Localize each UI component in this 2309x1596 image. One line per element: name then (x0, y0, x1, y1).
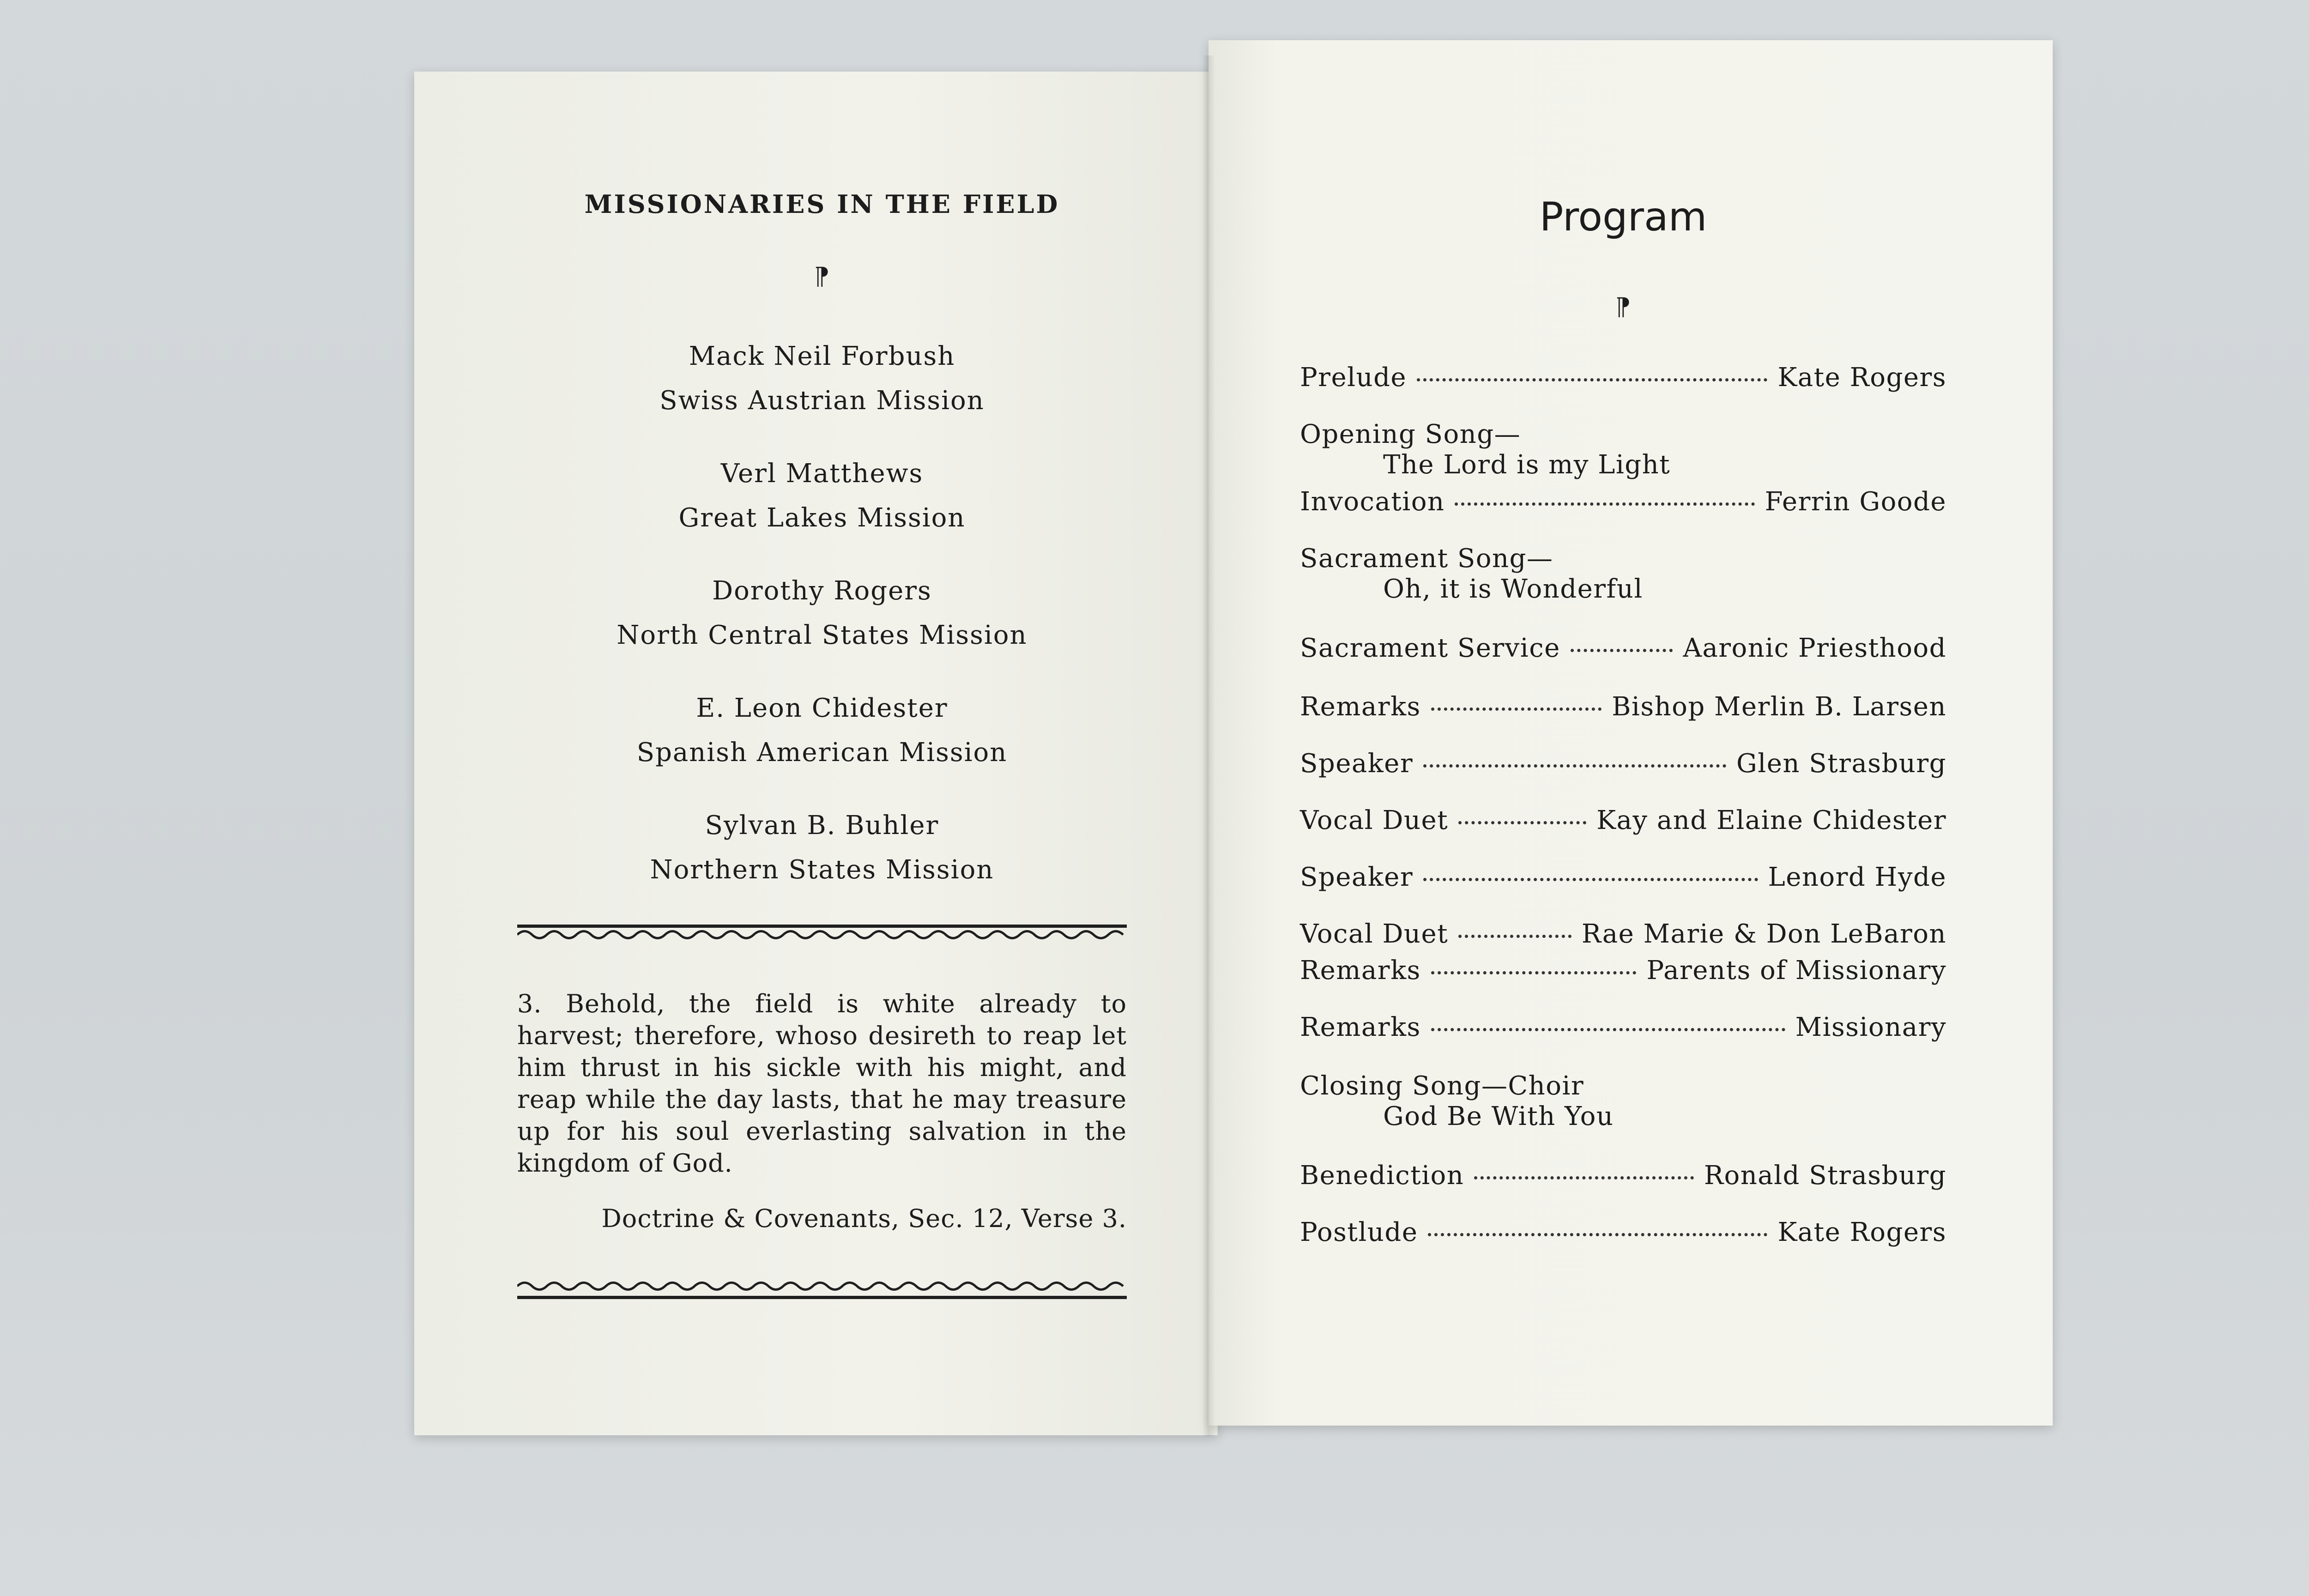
item-label: Remarks (1300, 692, 1421, 722)
program-item (1300, 749, 1946, 779)
missionary-mission: Spanish American Mission (636, 738, 1008, 768)
item-label: Vocal Duet (1300, 919, 1449, 949)
wavy-rule (517, 928, 1127, 942)
missionary-name: Mack Neil Forbush (689, 341, 955, 371)
missionary-entry (517, 804, 1127, 892)
missionary-name: Dorothy Rogers (712, 576, 932, 606)
item-subtitle: God Be With You (1383, 1101, 1614, 1131)
dot-leader (1474, 1176, 1693, 1179)
missionary-entry (517, 452, 1127, 540)
dot-leader (1431, 971, 1637, 974)
missionaries-section (517, 189, 1145, 1299)
item-label: Closing Song—Choir (1300, 1071, 1584, 1101)
dot-leader (1417, 378, 1767, 381)
item-performer: Ferrin Goode (1765, 487, 1946, 517)
item-performer: Rae Marie & Don LeBaron (1581, 919, 1946, 949)
item-label: Sacrament Service (1300, 633, 1560, 663)
item-label: Vocal Duet (1300, 805, 1449, 835)
item-subtitle: The Lord is my Light (1383, 450, 1671, 480)
missionary-name: Sylvan B. Buhler (705, 810, 939, 840)
item-label: Prelude (1300, 363, 1407, 393)
program-item (1300, 544, 1946, 605)
item-performer: Kate Rogers (1777, 363, 1946, 393)
solid-rule (517, 925, 1127, 928)
dot-leader (1458, 935, 1572, 938)
program-item (1300, 805, 1946, 835)
missionary-name: E. Leon Chidester (696, 693, 948, 723)
missionary-mission: North Central States Mission (617, 620, 1028, 650)
missionary-mission: Northern States Mission (650, 855, 994, 885)
item-label: Invocation (1300, 487, 1445, 517)
program-item (1300, 919, 1946, 949)
dot-leader (1431, 707, 1602, 711)
program-item (1300, 1161, 1946, 1191)
program-item (1300, 1071, 1946, 1132)
bottom-divider (517, 1279, 1145, 1299)
missionary-mission: Great Lakes Mission (678, 503, 966, 533)
wavy-rule (517, 1279, 1127, 1293)
program-section (1300, 194, 1946, 1247)
program-item (1300, 1012, 1946, 1042)
missionary-entry (517, 569, 1127, 658)
item-label: Remarks (1300, 955, 1421, 985)
missionary-list (517, 334, 1127, 892)
missionary-name: Verl Matthews (720, 459, 924, 489)
missionary-entry (517, 686, 1127, 775)
missionaries-title: MISSIONARIES IN THE FIELD (584, 189, 1060, 219)
item-subtitle: Oh, it is Wonderful (1383, 574, 1643, 604)
item-performer: Lenord Hyde (1768, 862, 1946, 892)
program-item (1300, 487, 1946, 517)
program-item (1300, 419, 1946, 480)
item-performer: Bishop Merlin B. Larsen (1612, 692, 1946, 722)
ornament-icon: ⁋ (814, 263, 830, 290)
item-label: Sacrament Song— (1300, 544, 1553, 574)
item-performer: Parents of Missionary (1646, 955, 1946, 985)
item-performer: Missionary (1795, 1012, 1946, 1042)
missionary-mission: Swiss Austrian Mission (659, 386, 985, 416)
solid-rule (517, 1296, 1127, 1299)
dot-leader (1458, 821, 1586, 824)
item-label: Postlude (1300, 1217, 1418, 1247)
item-label: Opening Song— (1300, 419, 1521, 449)
dot-leader (1455, 502, 1754, 506)
item-performer: Kay and Elaine Chidester (1596, 805, 1946, 835)
dot-leader (1423, 878, 1758, 881)
program-item (1300, 1217, 1946, 1247)
dot-leader (1431, 1028, 1785, 1031)
program-item (1300, 862, 1946, 892)
ornament-icon: ⁋ (1615, 293, 1631, 321)
item-performer: Ronald Strasburg (1704, 1161, 1946, 1191)
item-label: Speaker (1300, 862, 1414, 892)
program-title: Program (1539, 194, 1707, 240)
item-label: Remarks (1300, 1012, 1421, 1042)
program-list (1300, 363, 1946, 1247)
item-performer: Aaronic Priesthood (1683, 633, 1946, 663)
program-item (1300, 363, 1946, 393)
item-performer: Glen Strasburg (1736, 749, 1946, 779)
missionary-entry (517, 334, 1127, 423)
scripture-verse: 3. Behold, the field is white already to harvest; therefore, whoso desireth to reap let him thrust in his sickle with his might, and reap while the day lasts, that he may treasure up for his soul everlasting salvation in the kingdom of God. (517, 989, 1127, 1178)
program-item (1300, 692, 1946, 722)
dot-leader (1423, 764, 1726, 768)
item-label: Speaker (1300, 749, 1414, 779)
dot-leader (1428, 1233, 1767, 1236)
booklet-fold (1202, 55, 1215, 1436)
program-item (1300, 633, 1946, 663)
top-divider (517, 925, 1145, 942)
item-label: Benediction (1300, 1161, 1464, 1191)
scripture-citation: Doctrine & Covenants, Sec. 12, Verse 3. (601, 1204, 1127, 1233)
item-performer: Kate Rogers (1777, 1217, 1946, 1247)
program-item (1300, 955, 1946, 985)
dot-leader (1571, 649, 1673, 652)
